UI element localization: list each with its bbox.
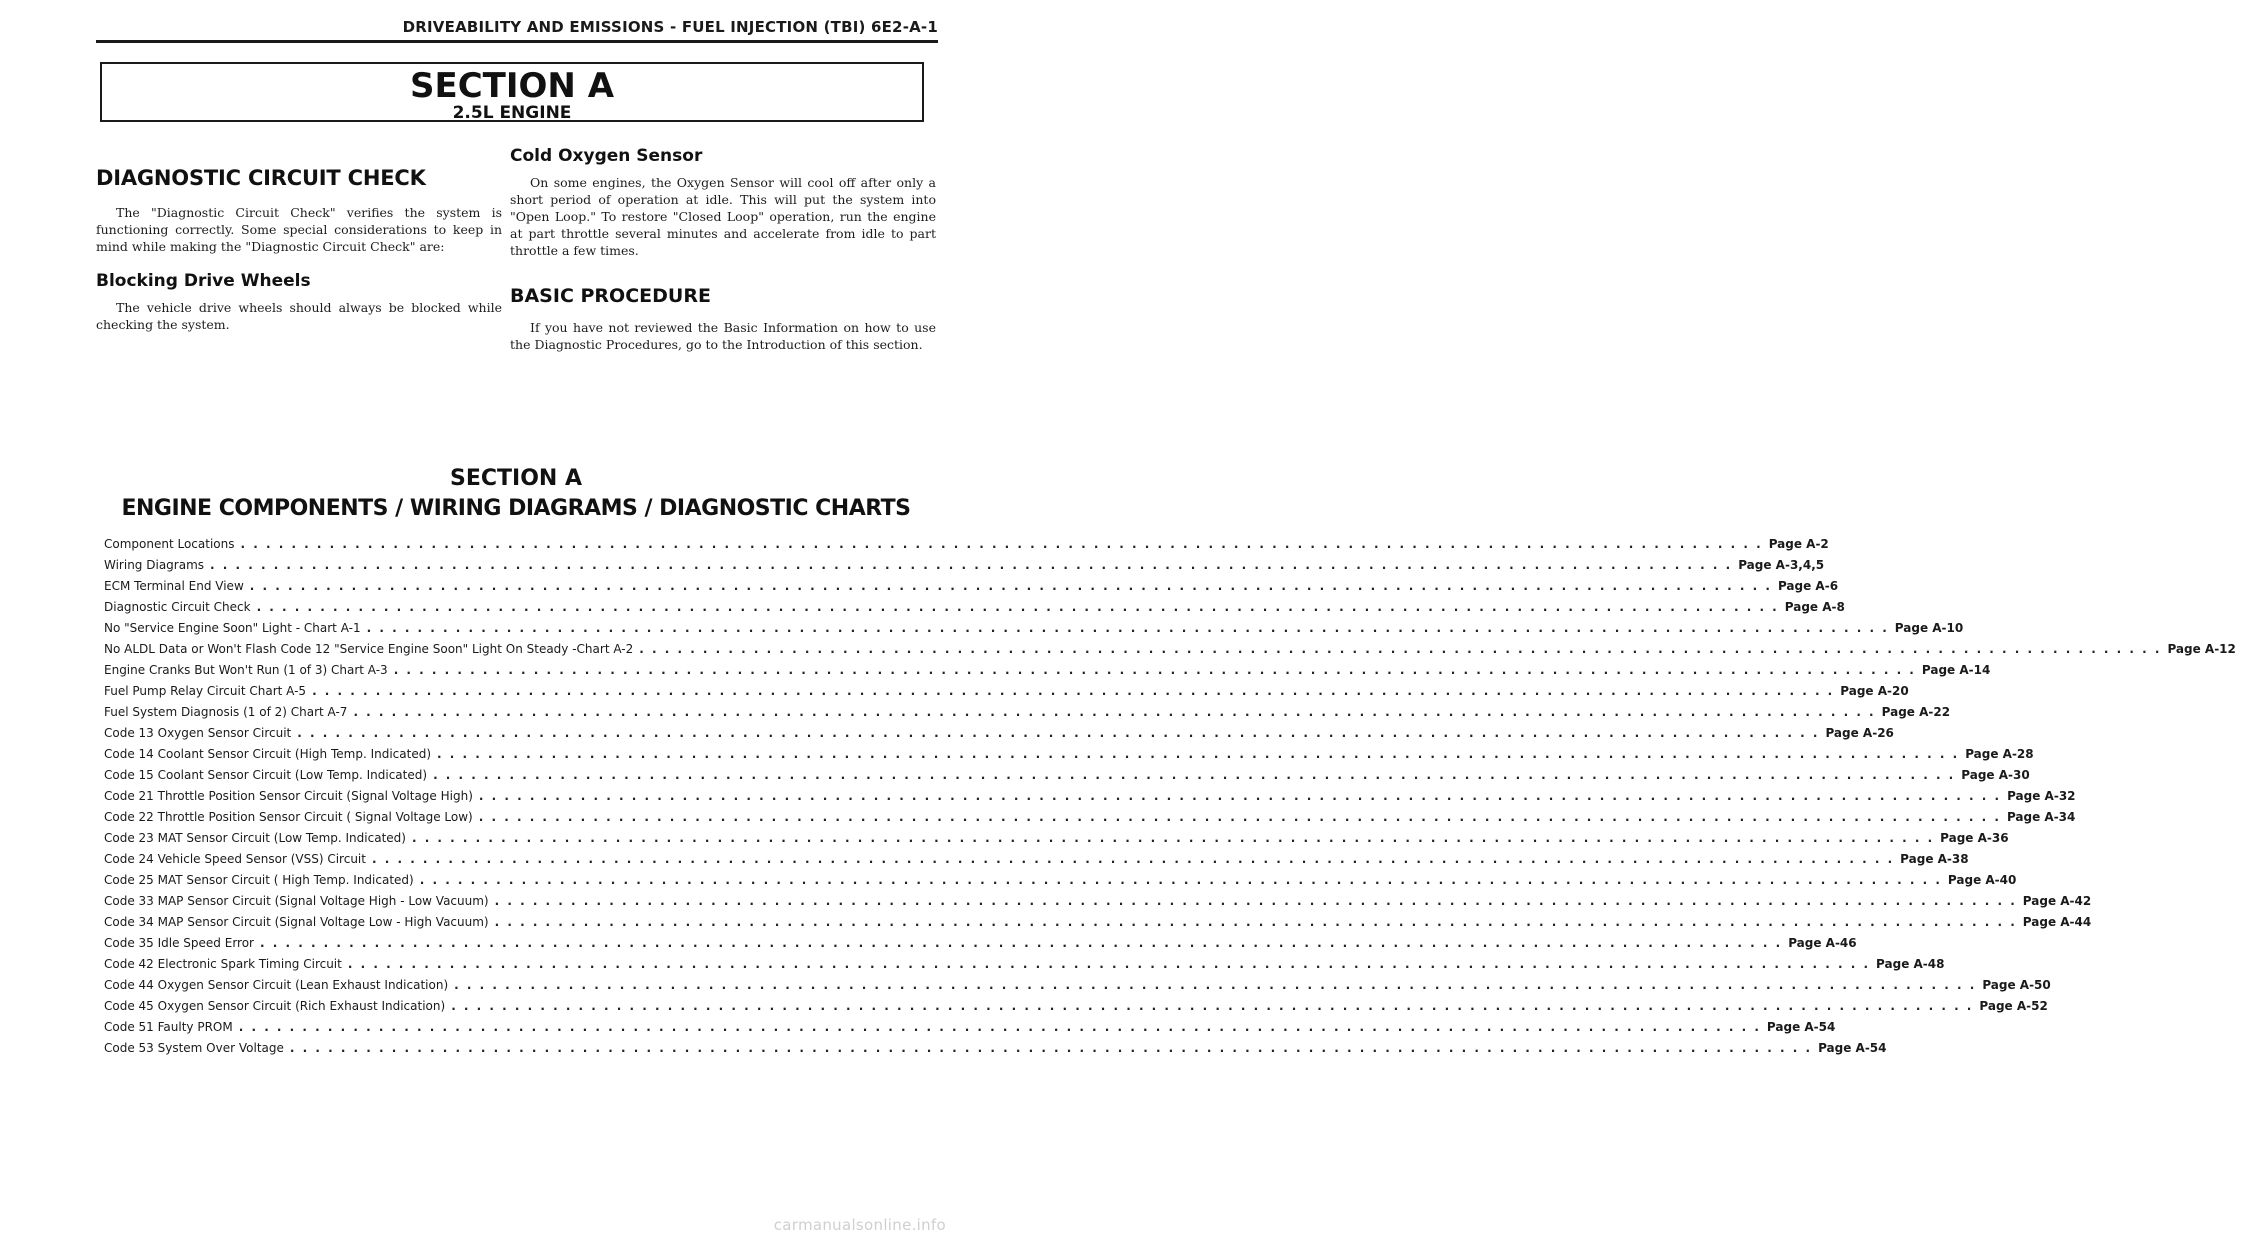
toc-entry-label: No ALDL Data or Won't Flash Code 12 "Service Engine Soon" Light On Steady -Chart A-2 [104, 642, 634, 656]
toc-row [104, 954, 1945, 975]
toc-leader-dots: . . . . . . . . . . . . . . . . . . . . . . . . . . . . . . . . . . . . . . . . . . . . . . . . . . . . . . . . . . . . . . . . . . . . . . . . . . . . . . . . . . . . . . . . . . . . . . . . . . . . . . . . . . . . . . . . . . . . . . . . [494, 915, 2017, 929]
toc-entry-page: Page A-40 [1947, 873, 2017, 887]
toc-entry-page: Page A-14 [1921, 663, 1991, 677]
cold-oxygen-sensor-heading: Cold Oxygen Sensor [510, 146, 703, 166]
toc-entry-label: Code 23 MAT Sensor Circuit (Low Temp. Indicated) [104, 831, 406, 845]
toc-leader-dots: . . . . . . . . . . . . . . . . . . . . . . . . . . . . . . . . . . . . . . . . . . . . . . . . . . . . . . . . . . . . . . . . . . . . . . . . . . . . . . . . . . . . . . . . . . . . . . . . . . . . . . . . . . . . . . . . . . . . . . . . [639, 642, 2162, 656]
toc-entry-page: Page A-42 [2022, 894, 2092, 908]
toc-row [104, 1017, 1836, 1038]
toc-entry-label: Diagnostic Circuit Check [104, 600, 251, 614]
blocking-drive-wheels-heading: Blocking Drive Wheels [96, 271, 311, 291]
diagnostic-circuit-check-heading: DIAGNOSTIC CIRCUIT CHECK [96, 166, 426, 190]
toc-entry-label: No "Service Engine Soon" Light - Chart A-1 [104, 621, 361, 635]
toc-entry-label: Fuel Pump Relay Circuit Chart A-5 [104, 684, 307, 698]
toc-row [104, 870, 2017, 891]
section-title-box [100, 62, 924, 122]
toc-leader-dots: . . . . . . . . . . . . . . . . . . . . . . . . . . . . . . . . . . . . . . . . . . . . . . . . . . . . . . . . . . . . . . . . . . . . . . . . . . . . . . . . . . . . . . . . . . . . . . . . . . . . . . . . . . . . . . . . . . . . . . . . [393, 663, 1916, 677]
toc-row [104, 660, 1991, 681]
toc-leader-dots: . . . . . . . . . . . . . . . . . . . . . . . . . . . . . . . . . . . . . . . . . . . . . . . . . . . . . . . . . . . . . . . . . . . . . . . . . . . . . . . . . . . . . . . . . . . . . . . . . . . . . . . . . . . . . . . . . . . . . . . . [366, 621, 1889, 635]
toc-row [104, 744, 2034, 765]
toc-entry-page: Page A-32 [2007, 789, 2076, 803]
toc-leader-dots: . . . . . . . . . . . . . . . . . . . . . . . . . . . . . . . . . . . . . . . . . . . . . . . . . . . . . . . . . . . . . . . . . . . . . . . . . . . . . . . . . . . . . . . . . . . . . . . . . . . . . . . . . . . . . . . . . . . . . . . . [478, 789, 2002, 803]
toc-entry-label: Code 51 Faulty PROM [104, 1020, 233, 1034]
header-rule [96, 40, 938, 43]
toc-entry-label: Fuel System Diagnosis (1 of 2) Chart A-7 [104, 705, 348, 719]
toc-row [104, 681, 1909, 702]
watermark: carmanualsonline.info [773, 1216, 946, 1234]
table-of-contents [104, 534, 2236, 1059]
right-column [510, 146, 936, 353]
toc-entry-label: Code 13 Oxygen Sensor Circuit [104, 726, 292, 740]
toc-entry-page: Page A-36 [1940, 831, 2009, 845]
toc-entry-page: Page A-30 [1961, 768, 2030, 782]
basic-procedure-heading: BASIC PROCEDURE [510, 285, 711, 307]
toc-leader-dots: . . . . . . . . . . . . . . . . . . . . . . . . . . . . . . . . . . . . . . . . . . . . . . . . . . . . . . . . . . . . . . . . . . . . . . . . . . . . . . . . . . . . . . . . . . . . . . . . . . . . . . . . . . . . . . . . . . . . . . . . [347, 957, 1871, 971]
toc-row [104, 996, 2048, 1017]
blocking-drive-wheels-text: The vehicle drive wheels should always be blocked while checking the system. [96, 300, 502, 332]
page-header: DRIVEABILITY AND EMISSIONS - FUEL INJECTION (TBI) 6E2-A-1 [402, 18, 938, 36]
toc-leader-dots: . . . . . . . . . . . . . . . . . . . . . . . . . . . . . . . . . . . . . . . . . . . . . . . . . . . . . . . . . . . . . . . . . . . . . . . . . . . . . . . . . . . . . . . . . . . . . . . . . . . . . . . . . . . . . . . . . . . . . . . . [210, 558, 1733, 572]
toc-entry-label: Code 25 MAT Sensor Circuit ( High Temp. Indicated) [104, 873, 414, 887]
toc-entry-label: Code 21 Throttle Position Sensor Circuit (Signal Voltage High) [104, 789, 473, 803]
toc-entry-label: Component Locations [104, 537, 235, 551]
toc-entry-label: Code 33 MAP Sensor Circuit (Signal Voltage High - Low Vacuum) [104, 894, 489, 908]
toc-entry-page: Page A-22 [1881, 705, 1951, 719]
toc-leader-dots: . . . . . . . . . . . . . . . . . . . . . . . . . . . . . . . . . . . . . . . . . . . . . . . . . . . . . . . . . . . . . . . . . . . . . . . . . . . . . . . . . . . . . . . . . . . . . . . . . . . . . . . . . . . . . . . . . . . . . . . . [419, 873, 1942, 887]
toc-section-subtitle: ENGINE COMPONENTS / WIRING DIAGRAMS / DIAGNOSTIC CHARTS [121, 496, 911, 521]
toc-row [104, 891, 2092, 912]
toc-row [104, 1038, 1887, 1059]
toc-entry-page: Page A-54 [1766, 1020, 1836, 1034]
toc-entry-page: Page A-46 [1788, 936, 1857, 950]
toc-entry-label: Code 15 Coolant Sensor Circuit (Low Temp. Indicated) [104, 768, 428, 782]
toc-entry-label: Wiring Diagrams [104, 558, 205, 572]
toc-row [104, 933, 1857, 954]
toc-leader-dots: . . . . . . . . . . . . . . . . . . . . . . . . . . . . . . . . . . . . . . . . . . . . . . . . . . . . . . . . . . . . . . . . . . . . . . . . . . . . . . . . . . . . . . . . . . . . . . . . . . . . . . . . . . . . . . . . . . . . . . . . [478, 810, 2001, 824]
toc-leader-dots: . . . . . . . . . . . . . . . . . . . . . . . . . . . . . . . . . . . . . . . . . . . . . . . . . . . . . . . . . . . . . . . . . . . . . . . . . . . . . . . . . . . . . . . . . . . . . . . . . . . . . . . . . . . . . . . . . . . . . . . . [256, 600, 1779, 614]
toc-entry-page: Page A-10 [1894, 621, 1964, 635]
toc-entry-page: Page A-12 [2167, 642, 2236, 656]
toc-entry-page: Page A-20 [1840, 684, 1909, 698]
toc-entry-label: Code 53 System Over Voltage [104, 1041, 284, 1055]
toc-leader-dots: . . . . . . . . . . . . . . . . . . . . . . . . . . . . . . . . . . . . . . . . . . . . . . . . . . . . . . . . . . . . . . . . . . . . . . . . . . . . . . . . . . . . . . . . . . . . . . . . . . . . . . . . . . . . . . . . . . . . . . . . [433, 768, 1956, 782]
toc-entry-label: Code 22 Throttle Position Sensor Circuit ( Signal Voltage Low) [104, 810, 473, 824]
toc-entry-page: Page A-26 [1825, 726, 1894, 740]
diagnostic-intro-text: The "Diagnostic Circuit Check" verifies the system is functioning correctly. Some special considerations to keep in mind while making the "Diagnostic Circuit Check" are: [96, 205, 502, 254]
toc-row [104, 912, 2092, 933]
toc-section-title: SECTION A [449, 466, 582, 491]
toc-entry-page: Page A-8 [1784, 600, 1845, 614]
toc-entry-label: Engine Cranks But Won't Run (1 of 3) Chart A-3 [104, 663, 388, 677]
toc-leader-dots: . . . . . . . . . . . . . . . . . . . . . . . . . . . . . . . . . . . . . . . . . . . . . . . . . . . . . . . . . . . . . . . . . . . . . . . . . . . . . . . . . . . . . . . . . . . . . . . . . . . . . . . . . . . . . . . . . . . . . . . . [312, 684, 1835, 698]
toc-leader-dots: . . . . . . . . . . . . . . . . . . . . . . . . . . . . . . . . . . . . . . . . . . . . . . . . . . . . . . . . . . . . . . . . . . . . . . . . . . . . . . . . . . . . . . . . . . . . . . . . . . . . . . . . . . . . . . . . . . . . . . . . [289, 1041, 1813, 1055]
toc-entry-label: Code 44 Oxygen Sensor Circuit (Lean Exhaust Indication) [104, 978, 449, 992]
cold-oxygen-sensor-text: On some engines, the Oxygen Sensor will cool off after only a short period of operation at idle. This will put the system into "Open Loop." To restore "Closed Loop" operation, run the engine at part throttle several minutes and accelerate from idle to part throttle a few times. [510, 175, 936, 258]
section-title: SECTION A [409, 66, 615, 106]
toc-entry-page: Page A-54 [1818, 1041, 1887, 1055]
toc-row [104, 576, 1839, 597]
toc-row [104, 534, 1829, 555]
toc-row [104, 723, 1894, 744]
toc-entry-page: Page A-34 [2006, 810, 2076, 824]
toc-row [104, 618, 1964, 639]
toc-entry-page: Page A-52 [1979, 999, 2048, 1013]
toc-entry-label: Code 14 Coolant Sensor Circuit (High Temp. Indicated) [104, 747, 431, 761]
toc-leader-dots: . . . . . . . . . . . . . . . . . . . . . . . . . . . . . . . . . . . . . . . . . . . . . . . . . . . . . . . . . . . . . . . . . . . . . . . . . . . . . . . . . . . . . . . . . . . . . . . . . . . . . . . . . . . . . . . . . . . . . . . . [249, 579, 1772, 593]
toc-row [104, 849, 1969, 870]
toc-leader-dots: . . . . . . . . . . . . . . . . . . . . . . . . . . . . . . . . . . . . . . . . . . . . . . . . . . . . . . . . . . . . . . . . . . . . . . . . . . . . . . . . . . . . . . . . . . . . . . . . . . . . . . . . . . . . . . . . . . . . . . . . [371, 852, 1895, 866]
engine-subtitle: 2.5L ENGINE [452, 103, 572, 123]
toc-row [104, 702, 1951, 723]
toc-leader-dots: . . . . . . . . . . . . . . . . . . . . . . . . . . . . . . . . . . . . . . . . . . . . . . . . . . . . . . . . . . . . . . . . . . . . . . . . . . . . . . . . . . . . . . . . . . . . . . . . . . . . . . . . . . . . . . . . . . . . . . . . [437, 747, 1960, 761]
toc-row [104, 828, 2009, 849]
toc-entry-page: Page A-38 [1900, 852, 1969, 866]
toc-entry-label: Code 35 Idle Speed Error [104, 936, 254, 950]
toc-row [104, 597, 1845, 618]
toc-leader-dots: . . . . . . . . . . . . . . . . . . . . . . . . . . . . . . . . . . . . . . . . . . . . . . . . . . . . . . . . . . . . . . . . . . . . . . . . . . . . . . . . . . . . . . . . . . . . . . . . . . . . . . . . . . . . . . . . . . . . . . . . [454, 978, 1977, 992]
toc-leader-dots: . . . . . . . . . . . . . . . . . . . . . . . . . . . . . . . . . . . . . . . . . . . . . . . . . . . . . . . . . . . . . . . . . . . . . . . . . . . . . . . . . . . . . . . . . . . . . . . . . . . . . . . . . . . . . . . . . . . . . . . . [260, 936, 1783, 950]
toc-entry-page: Page A-28 [1965, 747, 2034, 761]
toc-entry-page: Page A-50 [1982, 978, 2051, 992]
toc-leader-dots: . . . . . . . . . . . . . . . . . . . . . . . . . . . . . . . . . . . . . . . . . . . . . . . . . . . . . . . . . . . . . . . . . . . . . . . . . . . . . . . . . . . . . . . . . . . . . . . . . . . . . . . . . . . . . . . . . . . . . . . . [297, 726, 1820, 740]
toc-entry-page: Page A-2 [1768, 537, 1829, 551]
toc-leader-dots: . . . . . . . . . . . . . . . . . . . . . . . . . . . . . . . . . . . . . . . . . . . . . . . . . . . . . . . . . . . . . . . . . . . . . . . . . . . . . . . . . . . . . . . . . . . . . . . . . . . . . . . . . . . . . . . . . . . . . . . . [451, 999, 1974, 1013]
toc-leader-dots: . . . . . . . . . . . . . . . . . . . . . . . . . . . . . . . . . . . . . . . . . . . . . . . . . . . . . . . . . . . . . . . . . . . . . . . . . . . . . . . . . . . . . . . . . . . . . . . . . . . . . . . . . . . . . . . . . . . . . . . . [411, 831, 1935, 845]
toc-entry-page: Page A-44 [2022, 915, 2092, 929]
toc-row [104, 786, 2076, 807]
toc-entry-label: Code 42 Electronic Spark Timing Circuit [104, 957, 342, 971]
toc-entry-page: Page A-48 [1876, 957, 1945, 971]
toc-row [104, 765, 2030, 786]
toc-leader-dots: . . . . . . . . . . . . . . . . . . . . . . . . . . . . . . . . . . . . . . . . . . . . . . . . . . . . . . . . . . . . . . . . . . . . . . . . . . . . . . . . . . . . . . . . . . . . . . . . . . . . . . . . . . . . . . . . . . . . . . . . [238, 1020, 1761, 1034]
toc-leader-dots: . . . . . . . . . . . . . . . . . . . . . . . . . . . . . . . . . . . . . . . . . . . . . . . . . . . . . . . . . . . . . . . . . . . . . . . . . . . . . . . . . . . . . . . . . . . . . . . . . . . . . . . . . . . . . . . . . . . . . . . . [494, 894, 2017, 908]
toc-entry-label: Code 45 Oxygen Sensor Circuit (Rich Exhaust Indication) [104, 999, 446, 1013]
toc-entry-page: Page A-6 [1777, 579, 1839, 593]
toc-entry-label: Code 34 MAP Sensor Circuit (Signal Voltage Low - High Vacuum) [104, 915, 489, 929]
toc-row [104, 975, 2051, 996]
left-column [96, 138, 502, 333]
toc-row [104, 639, 2236, 660]
basic-procedure-text: If you have not reviewed the Basic Information on how to use the Diagnostic Procedures, go to the Introduction of this section. [510, 320, 936, 352]
toc-row [104, 555, 1825, 576]
toc-row [104, 807, 2076, 828]
toc-leader-dots: . . . . . . . . . . . . . . . . . . . . . . . . . . . . . . . . . . . . . . . . . . . . . . . . . . . . . . . . . . . . . . . . . . . . . . . . . . . . . . . . . . . . . . . . . . . . . . . . . . . . . . . . . . . . . . . . . . . . . . . . [353, 705, 1876, 719]
toc-entry-label: ECM Terminal End View [104, 579, 244, 593]
toc-entry-label: Code 24 Vehicle Speed Sensor (VSS) Circuit [104, 852, 366, 866]
toc-entry-page: Page A-3,4,5 [1738, 558, 1825, 572]
toc-leader-dots: . . . . . . . . . . . . . . . . . . . . . . . . . . . . . . . . . . . . . . . . . . . . . . . . . . . . . . . . . . . . . . . . . . . . . . . . . . . . . . . . . . . . . . . . . . . . . . . . . . . . . . . . . . . . . . . . . . . . . . . . [240, 537, 1763, 551]
